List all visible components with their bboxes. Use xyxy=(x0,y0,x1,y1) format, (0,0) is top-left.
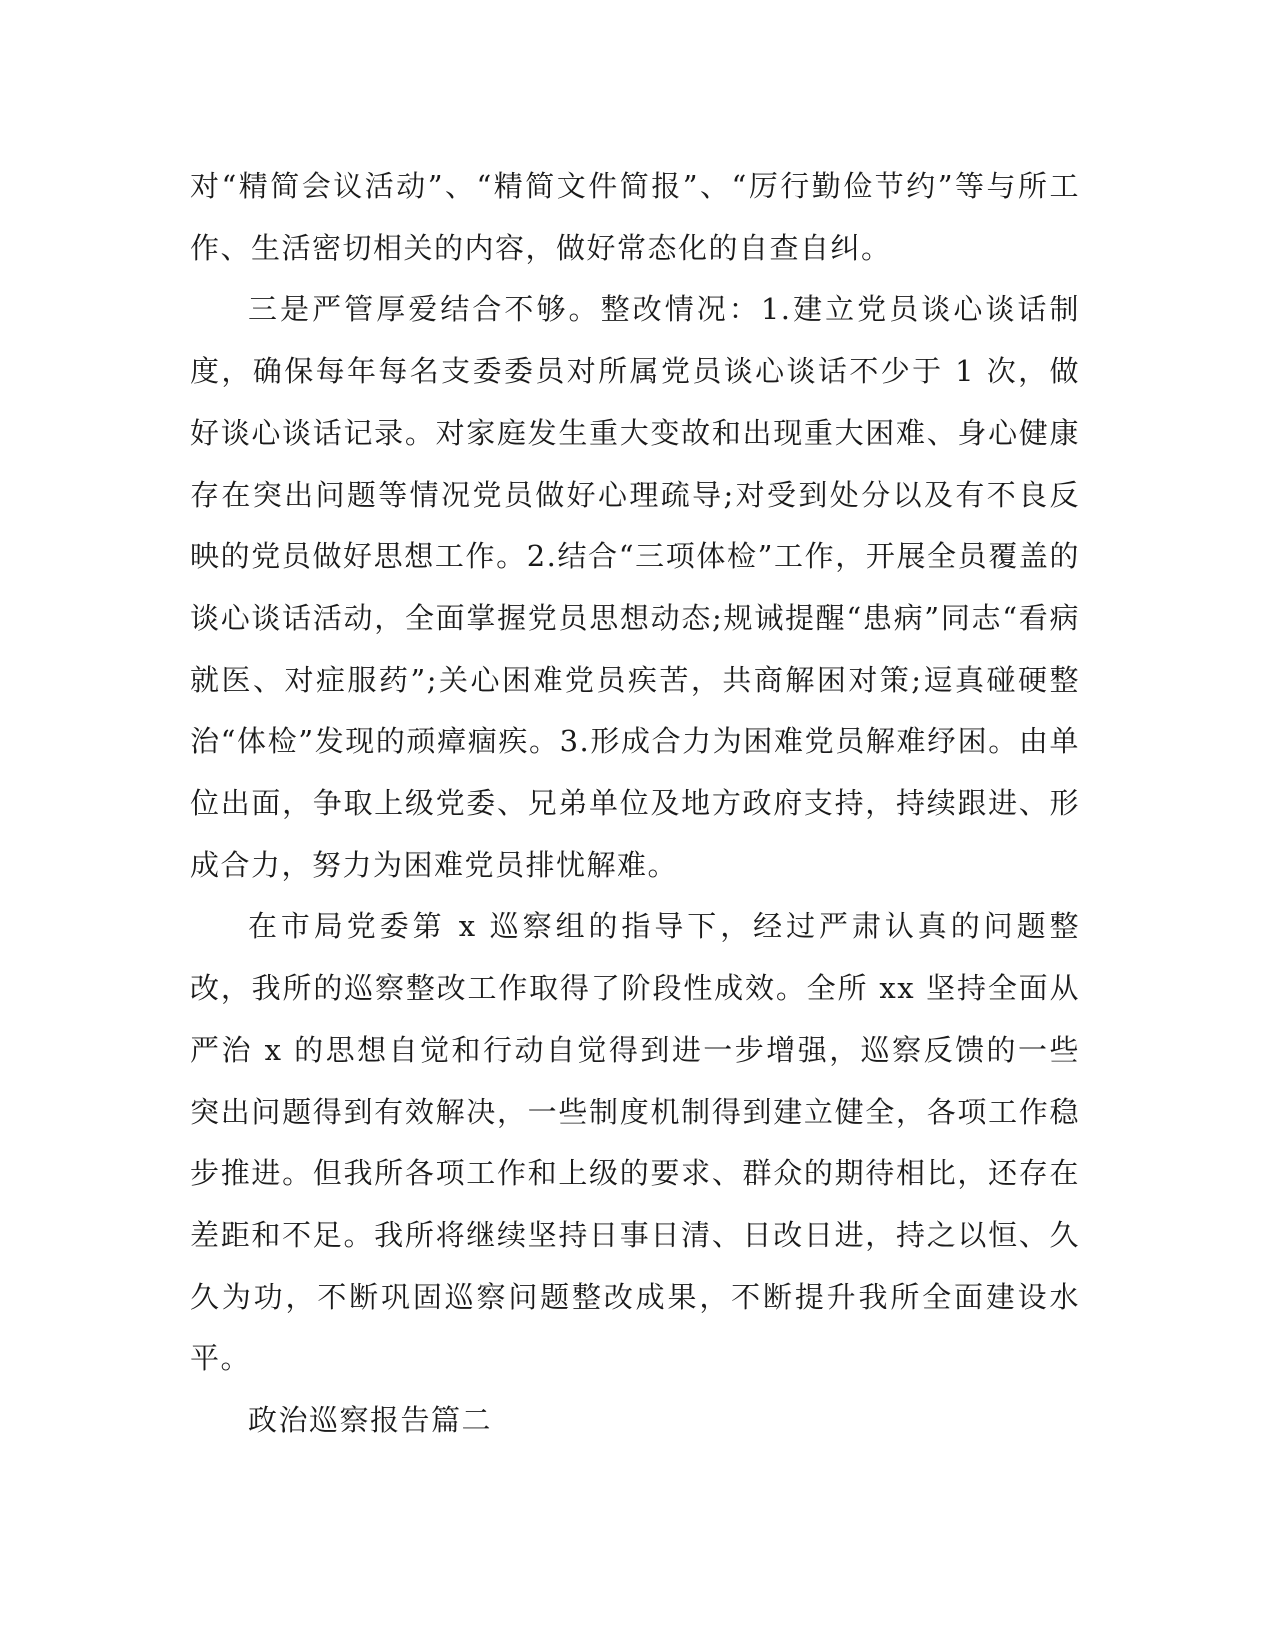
paragraph-rectification: 三是严管厚爱结合不够。整改情况：1.建立党员谈心谈话制度，确保每年每名支委委员对所属党员谈心谈话不少于 1 次，做好谈心谈话记录。对家庭发生重大变故和出现重大困难、身心健康存在突出问题等情况党员做好心理疏导;对受到处分以及有不良反映的党员做好思想工作。2.结合“三项体检”工作，开展全员覆盖的谈心谈话活动，全面掌握党员思想动态;规诫提醒“患病”同志“看病就医、对症服药”;关心困难党员疾苦，共商解困对策;逗真碰硬整治“体检”发现的顽瘴痼疾。3.形成合力为困难党员解难纾困。由单位出面，争取上级党委、兄弟单位及地方政府支持，持续跟进、形成合力，努力为困难党员排忧解难。 xyxy=(190,292,1080,882)
paragraph-continuation: 对“精简会议活动”、“精简文件简报”、“厉行勤俭节约”等与所工作、生活密切相关的内容，做好常态化的自查自纠。 xyxy=(190,169,1080,265)
document-body xyxy=(190,156,1080,1452)
section-heading: 政治巡察报告篇二 xyxy=(248,1403,493,1438)
paragraph-summary: 在市局党委第 x 巡察组的指导下，经过严肃认真的问题整改，我所的巡察整改工作取得了阶段性成效。全所 xx 坚持全面从严治 x 的思想自觉和行动自觉得到进一步增强，巡察反馈的一些突出问题得到有效解决，一些制度机制得到建立健全，各项工作稳步推进。但我所各项工作和上级的要求、群众的期待相比，还存在差距和不足。我所将继续坚持日事日清、日改日进，持之以恒、久久为功，不断巩固巡察问题整改成果，不断提升我所全面建设水平。 xyxy=(190,909,1080,1376)
